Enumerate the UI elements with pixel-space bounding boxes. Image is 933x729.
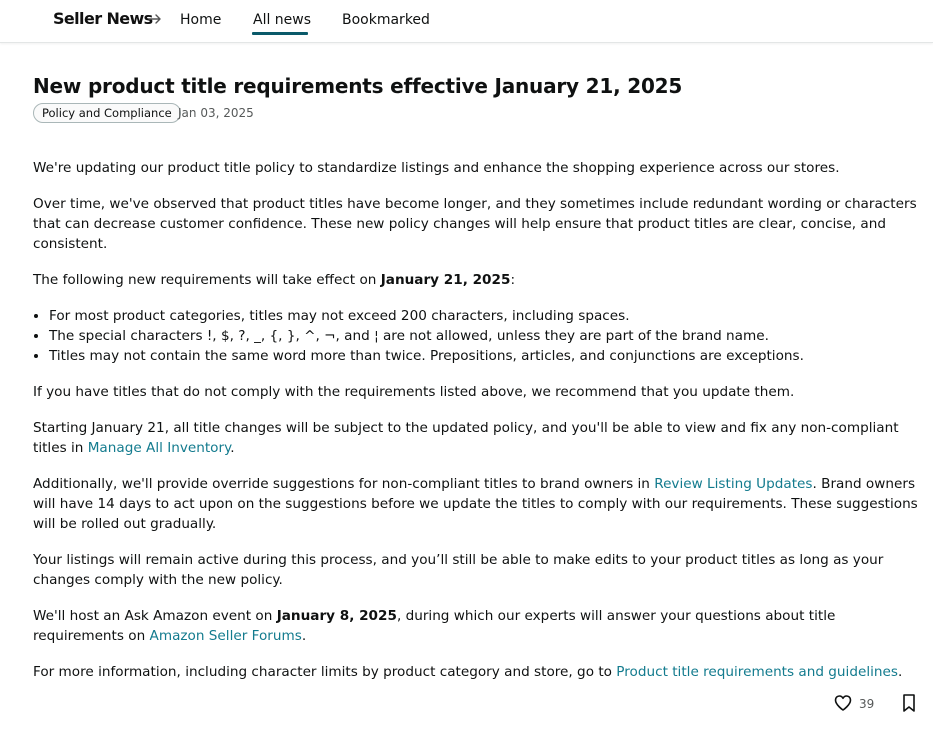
list-item: • Titles may not contain the same word more than twice. Prepositions, articles, and conjunctions are exceptions.: [49, 346, 923, 366]
paragraph-intro: We're updating our product title policy to standardize listings and enhance the shopping experience across our stores.: [33, 160, 840, 176]
category-badge[interactable]: Policy and Compliance: [33, 103, 181, 123]
paragraph-recommendation: If you have titles that do not comply with the requirements listed above, we recommend that you update them.: [33, 384, 795, 400]
event-date: January 8, 2025: [276, 608, 397, 624]
like-count: 39: [859, 697, 875, 711]
nav-all-news[interactable]: All news: [253, 12, 312, 28]
paragraph-observation: Over time, we've observed that product titles have become longer, and they sometimes include redundant wording or characters that can decrease customer confidence. These new policy changes will help ensure that product titles are clear, concise, and consistent.: [33, 196, 917, 252]
review-listing-updates-link[interactable]: Review Listing Updates: [654, 476, 813, 492]
paragraph-override-suggestions: Additionally, we'll provide override suggestions for non-compliant titles to brand owners in Review Listing Updates. Brand owners will have 14 days to act upon on the suggestions before we update the titles to comply with our requirements. These suggestions will be rolled out gradually.: [33, 476, 918, 532]
paragraph-listings-active: Your listings will remain active during this process, and you’ll still be able to make edits to your product titles as long as your changes comply with the new policy.: [33, 552, 884, 588]
bookmark-icon[interactable]: [901, 693, 917, 713]
paragraph-ask-amazon: We'll host an Ask Amazon event on January 8, 2025, during which our experts will answer your questions about title requirements on Amazon Seller Forums.: [33, 608, 836, 644]
list-item: • The special characters !, $, ?, _, {, }, ^, ¬, and ¦ are not allowed, unless they are part of the brand name.: [49, 326, 923, 346]
publish-date: Jan 03, 2025: [178, 106, 254, 120]
title-guidelines-link[interactable]: Product title requirements and guidelines: [616, 664, 898, 680]
paragraph-requirements-intro: The following new requirements will take effect on January 21, 2025:: [33, 272, 516, 288]
article-title: New product title requirements effective January 21, 2025: [33, 74, 683, 98]
requirements-list: [33, 306, 923, 366]
arrow-right-icon: [148, 12, 162, 26]
nav-bookmarked[interactable]: Bookmarked: [342, 12, 430, 28]
paragraph-manage-inventory: Starting January 21, all title changes will be subject to the updated policy, and you'll be able to view and fix any non-compliant titles in Manage All Inventory.: [33, 420, 899, 456]
brand-logo[interactable]: Seller News: [53, 9, 153, 28]
heart-icon[interactable]: [833, 693, 853, 713]
nav-home[interactable]: Home: [180, 12, 222, 28]
effective-date: January 21, 2025: [380, 272, 511, 288]
seller-forums-link[interactable]: Amazon Seller Forums: [149, 628, 302, 644]
active-tab-indicator: [252, 32, 308, 35]
paragraph-more-info: For more information, including character limits by product category and store, go to Product title requirements and guidelines.: [33, 664, 903, 680]
top-navigation-bar: [0, 0, 933, 43]
list-item: • For most product categories, titles may not exceed 200 characters, including spaces.: [49, 306, 923, 326]
article-body: [33, 158, 923, 698]
manage-all-inventory-link[interactable]: Manage All Inventory: [87, 440, 231, 456]
